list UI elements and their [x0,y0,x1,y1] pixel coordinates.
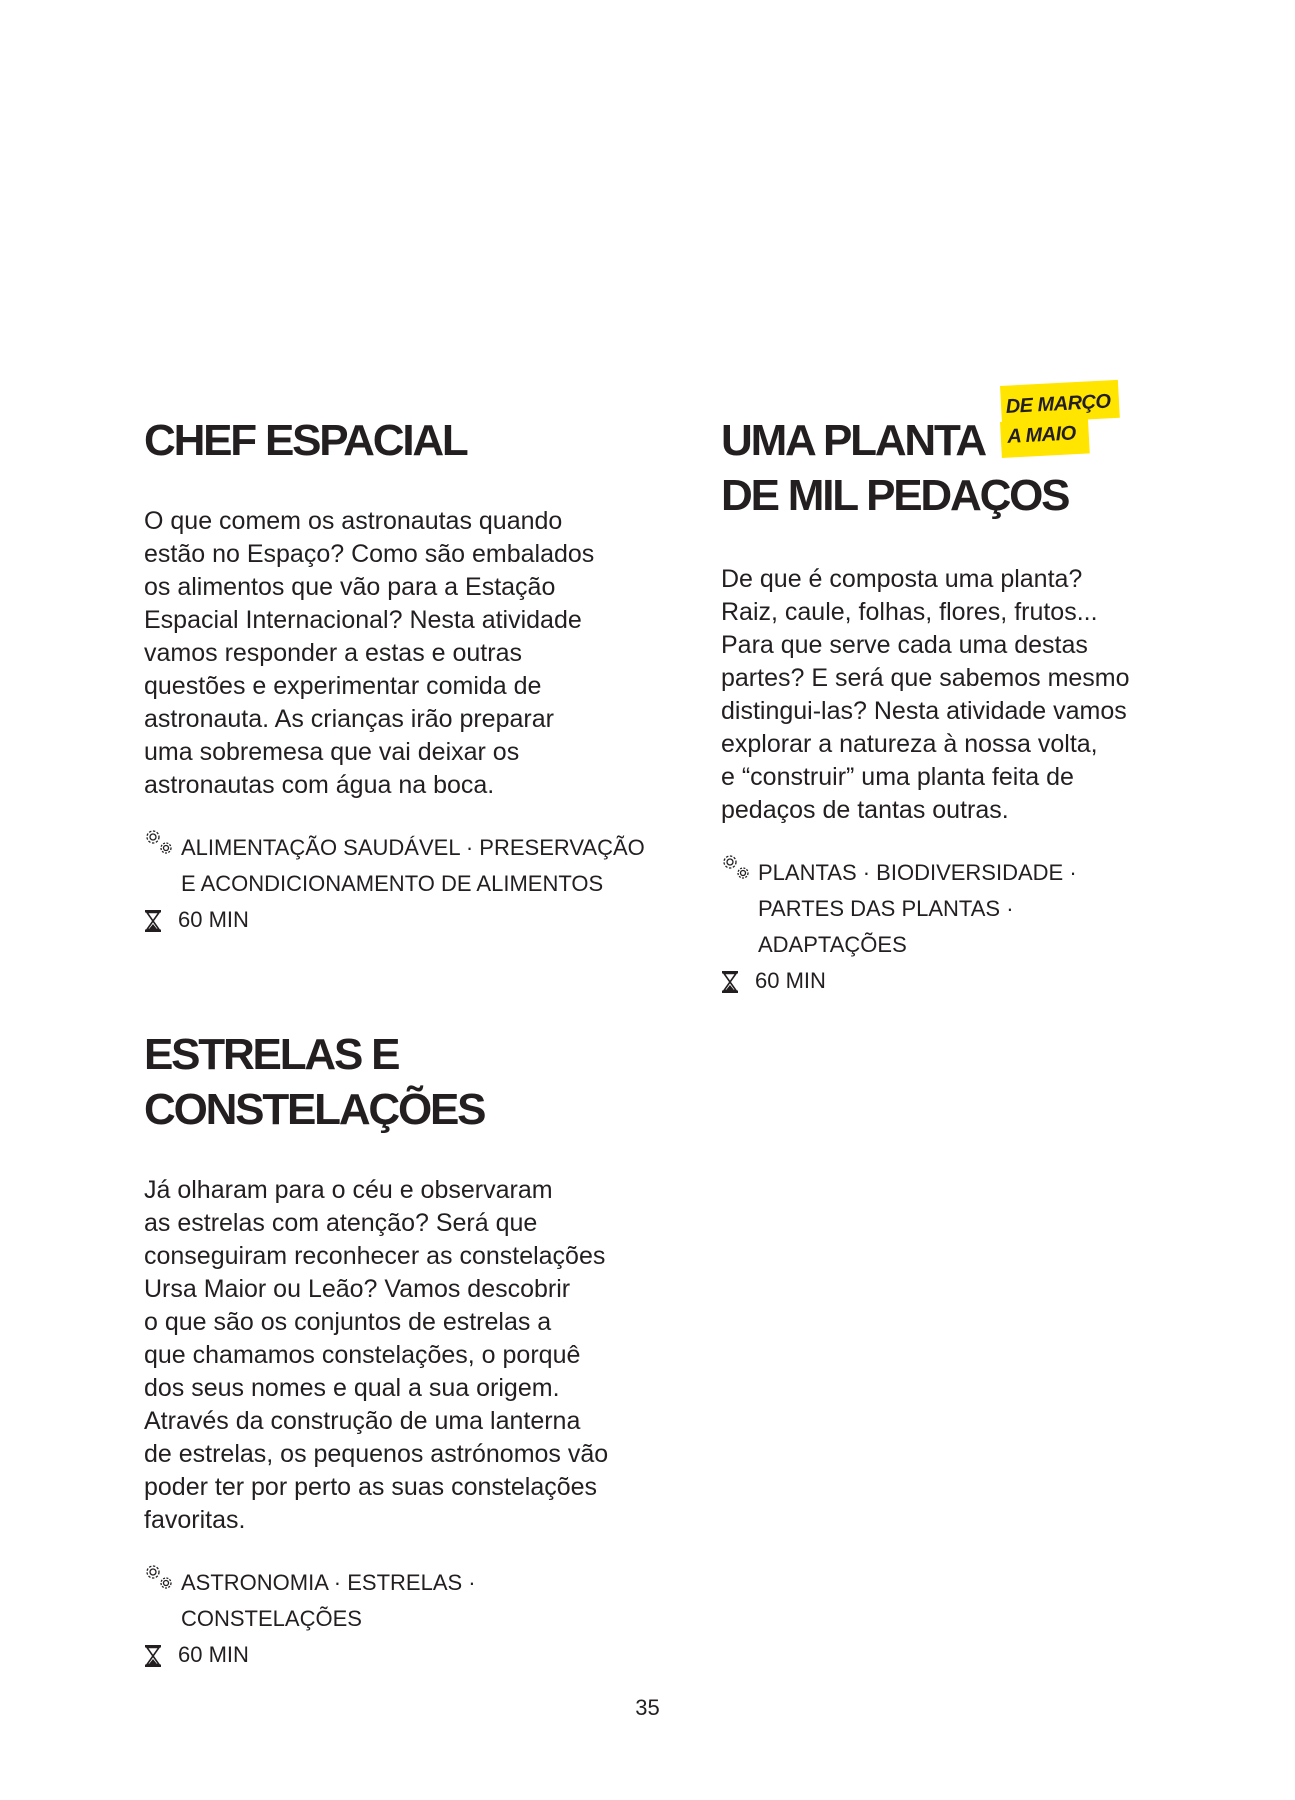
desc-line: dos seus nomes e qual a sua origem. [144,1374,560,1402]
topic-line: PARTES DAS PLANTAS · [758,896,1014,921]
desc-line: de estrelas, os pequenos astrónomos vão [144,1440,609,1468]
desc-line: favoritas. [144,1506,246,1534]
topic-line: CONSTELAÇÕES [181,1606,362,1631]
activity-uma-planta [721,413,1241,999]
hourglass-icon [721,971,739,993]
activity-meta [144,1565,664,1673]
badge-line: DE MARÇO [1005,390,1112,418]
desc-line: Já olharam para o céu e observaram [144,1176,553,1204]
desc-line: distingui-las? Nesta atividade vamos [721,697,1127,725]
topic-line: E ACONDICIONAMENTO DE ALIMENTOS [181,871,604,896]
desc-line: Através da construção de uma lanterna [144,1407,581,1435]
activity-description [721,563,1241,827]
activity-title [144,413,664,468]
hourglass-icon [144,910,162,932]
topics-text [181,830,664,902]
topics-row [144,830,664,902]
topic-line: ALIMENTAÇÃO SAUDÁVEL · PRESERVAÇÃO [181,835,645,860]
gears-icon [144,828,178,858]
activity-title [144,1027,664,1137]
desc-line: poder ter por perto as suas constelações [144,1473,598,1501]
gears-icon [144,1563,178,1593]
desc-line: o que são os conjuntos de estrelas a [144,1308,552,1336]
desc-line: conseguiram reconhecer as constelações [144,1242,606,1270]
activity-estrelas [144,1027,664,1673]
duration-row [144,902,664,938]
desc-line: Espacial Internacional? Nesta atividade [144,606,582,634]
topics-row [721,855,1241,963]
gears-icon [721,853,755,883]
title-line: CHEF ESPACIAL [144,416,467,465]
activity-title [721,413,1241,523]
desc-line: vamos responder a estas e outras [144,639,522,667]
season-badge [1000,386,1118,456]
topics-text [181,1565,664,1637]
duration-text: 60 MIN [755,968,826,993]
topics-row [144,1565,664,1637]
desc-line: Para que serve cada uma destas [721,631,1088,659]
desc-line: explorar a natureza à nossa volta, [721,730,1098,758]
title-line: DE MIL PEDAÇOS [721,471,1069,520]
topics-text [758,855,1241,963]
badge-line: A MAIO [1006,422,1077,448]
duration-text: 60 MIN [178,1642,249,1667]
desc-line: estão no Espaço? Como são embalados [144,540,595,568]
desc-line: e “construir” uma planta feita de [721,763,1074,791]
desc-line: uma sobremesa que vai deixar os [144,738,520,766]
desc-line: os alimentos que vão para a Estação [144,573,556,601]
duration-text: 60 MIN [178,907,249,932]
desc-line: que chamamos constelações, o porquê [144,1341,581,1369]
desc-line: pedaços de tantas outras. [721,796,1009,824]
badge-text [1005,387,1113,452]
desc-line: Ursa Maior ou Leão? Vamos descobrir [144,1275,571,1303]
activity-description [144,505,664,802]
desc-line: astronautas com água na boca. [144,771,495,799]
topic-line: ASTRONOMIA · ESTRELAS · [181,1570,476,1595]
desc-line: O que comem os astronautas quando [144,507,563,535]
topic-line: ADAPTAÇÕES [758,932,907,957]
activity-meta [721,855,1241,999]
duration-row [144,1637,664,1673]
activity-meta [144,830,664,938]
desc-line: partes? E será que sabemos mesmo [721,664,1130,692]
page-number: 35 [635,1695,660,1720]
desc-line: questões e experimentar comida de [144,672,542,700]
hourglass-icon [144,1645,162,1667]
activity-chef-espacial [144,413,664,938]
desc-line: Raiz, caule, folhas, flores, frutos... [721,598,1098,626]
desc-line: De que é composta uma planta? [721,565,1083,593]
duration-row [721,963,1241,999]
activity-description [144,1174,664,1537]
title-line: CONSTELAÇÕES [144,1085,485,1134]
topic-line: PLANTAS · BIODIVERSIDADE · [758,860,1077,885]
desc-line: as estrelas com atenção? Será que [144,1209,538,1237]
title-line: ESTRELAS E [144,1030,399,1079]
title-line: UMA PLANTA [721,416,985,465]
desc-line: astronauta. As crianças irão preparar [144,705,554,733]
